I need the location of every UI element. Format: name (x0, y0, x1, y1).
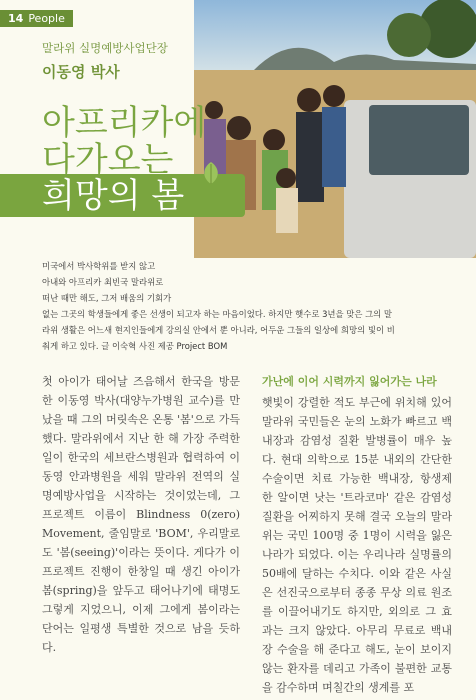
intro-line: 없는 그곳의 학생들에게 좋은 선생이 되고자 하는 마음이었다. 하지만 햇수로 3년을 맞은 그의 말 (42, 309, 393, 319)
page-tag (0, 10, 73, 27)
title-line-3: 희망의 봄 (42, 176, 185, 216)
article-header-area (0, 0, 476, 258)
intro-line: 떠난 때만 해도, 그저 배움의 기회가 (42, 293, 172, 303)
photo-illustration (194, 0, 476, 258)
body-column-left (42, 372, 240, 657)
intro-paragraph (42, 258, 460, 354)
author-name: 이동영 박사 (42, 63, 120, 81)
body-paragraph-right: 햇빛이 강렬한 적도 부근에 위치해 있어 말라위 국민들은 눈의 노화가 빠르고 백내장과 감염성 질환 발병률이 매우 높다. 현대 의학으로 15분 내외의 간단한 수술이면 치료 가능한 백내장, 항생제 한 알이면 낫는 '트라코마' 같은 감염성 질환을 어찌하지 못해 결국 오늘의 말라위는 국민 100명 중 1명이 시력을 잃은 나라가 되었다. 이는 우리나라 실명률의 50배에 달하는 수치다. 이와 같은 사실은 선진국으로부터 종종 무상 의료 원조를 이끌어내기도 하지만, 외의로 그 효과는 크지 않았다. 아무리 무료로 백내장 수술을 해 준다고 해도, 눈이 보이지 않는 환자를 데리고 가족이 불편한 교통을 감수하며 며칠간의 생계를 포 (262, 396, 452, 694)
intro-line: 아내와 아프리카 최빈국 말라위로 (42, 277, 164, 287)
title-line-1: 아프리카에 (42, 103, 207, 143)
article-photo (194, 0, 476, 258)
section-subheading: 가난에 이어 시력까지 잃어가는 나라 (262, 375, 437, 388)
title-line-2: 다가오는 (42, 140, 174, 180)
author-role: 말라위 실명예방사업단장 (42, 41, 168, 55)
body-column-right (262, 372, 452, 697)
intro-line: 미국에서 박사학위를 받지 않고 (42, 261, 156, 271)
body-paragraph-left: 첫 아이가 태어날 즈음해서 한국을 방문한 이동영 박사(대양누가병원 교수)를 만났을 때 그의 머릿속은 온통 '봄'으로 가득했다. 말라위에서 지난 한 해 가장 주력한 일이 한국의 세브란스병원과 협력하여 이동영 안과병원을 세워 말라위 전역의 실명예방사업을 시작하는 것이었는데, 그 프로젝트 이름이 Blindness 0(zero) Movement, 줄임말로 'BOM', 우리말로도 '봄(seeing)'이라는 뜻이다. 게다가 이 프로젝트 진행이 한창일 때 생긴 아이가 봄(spring)을 앞두고 태어나기에 태명도 그렇게 지었으니, 이제 그에게 봄이라는 단어는 일평생 특별한 것으로 남을 듯하다. (42, 375, 240, 654)
heading-block (0, 24, 230, 82)
intro-line: 라위 생활은 어느새 현지인들에게 강의실 안에서 뿐 아니라, 어두운 그들의 일상에 희망의 빛이 비 (42, 325, 395, 335)
page-number: 14 (8, 12, 24, 25)
leaf-icon (200, 160, 222, 186)
intro-line: 춰게 하고 있다. 글 이숙혁 사진 제공 Project BOM (42, 341, 228, 351)
section-label: People (28, 12, 65, 25)
